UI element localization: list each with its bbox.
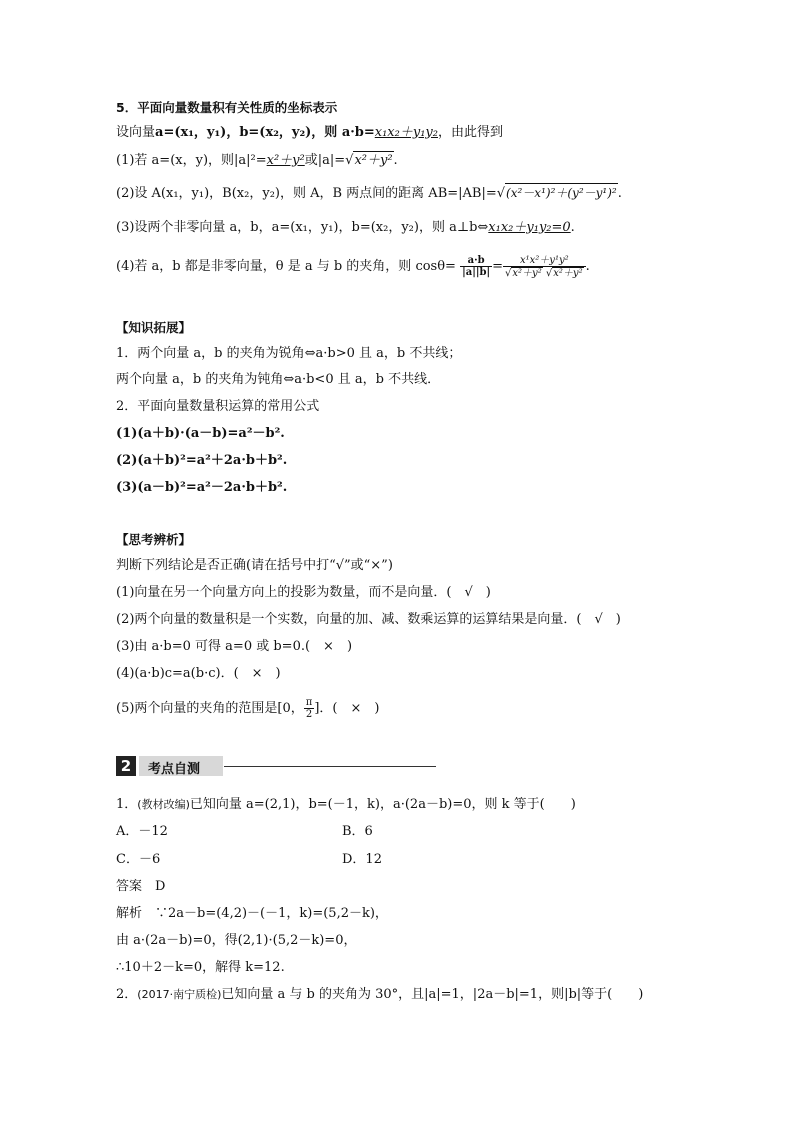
section-title: 考点自测 [148, 762, 201, 777]
sec5-intro-post: ，由此得到 [437, 125, 503, 140]
solution-line1: 解析 ∵2a－b=(4,2)－(－1，k)=(5,2－k)， [116, 906, 388, 921]
option-a: A．－12 [116, 824, 168, 839]
option-c: C．－6 [116, 852, 161, 867]
think-q1: (1)向量在另一个向量方向上的投影为数量，而不是向量．( √ ) [116, 585, 491, 600]
section5-title: 5．平面向量数量积有关性质的坐标表示 [116, 100, 338, 115]
think-q3: (3)由 a·b=0 可得 a=0 或 b=0.( × ) [116, 639, 353, 654]
think-q2: (2)两个向量的数量积是一个实数，向量的加、减、数乘运算的运算结果是向量．( √ ) [116, 612, 621, 627]
problem2-source-tag: (2017·南宁质检) [137, 988, 222, 1001]
prop3-answer: x₁x₂＋y₁y₂=0 [488, 220, 571, 235]
problem2-text: 已知向量 a 与 b 的夹角为 30°，且|a|=1，|2a－b|=1，则|b|等于( ) [221, 987, 644, 1002]
problem1-source-tag: (教材改编) [137, 798, 190, 811]
prop4-fraction2 [503, 255, 586, 279]
frac2-den-b: x²＋y² [553, 267, 583, 279]
sec5-intro-answer: x₁x₂＋y₁y₂ [374, 125, 438, 140]
sqrt-sign [345, 153, 353, 168]
prop2-pre: (2)设 A(x₁，y₁)，B(x₂，y₂)，则 A，B 两点间的距离 AB=|AB|= [116, 186, 497, 201]
think-q5 [116, 692, 379, 726]
q5-den: 2 [305, 709, 313, 720]
section-number-badge: 2 [116, 756, 136, 776]
prop1-pre: (1)若 a=(x，y)，则|a|²= [116, 153, 267, 168]
sec5-prop1: (1)若 a=(x，y)，则|a|²=x²＋y²或|a|=√ x²＋y². [116, 151, 398, 170]
ext-line3: 2．平面向量数量积运算的常用公式 [116, 399, 320, 414]
option-b: B．6 [342, 824, 373, 839]
frac1-den: |a||b| [462, 267, 491, 278]
prop1-mid: 或|a|= [304, 153, 346, 168]
prop3-pre: (3)设两个非零向量 a，b，a=(x₁，y₁)，b=(x₂，y₂)，则 a⊥b⇔ [116, 220, 489, 235]
frac2-den-a: x²＋y² [512, 267, 542, 279]
ext-formula2: (2)(a＋b)²=a²＋2a·b＋b². [116, 453, 288, 468]
think-q4: (4)(a·b)c=a(b·c)．( × ) [116, 666, 281, 681]
ext-formula3: (3)(a－b)²=a²－2a·b＋b². [116, 480, 288, 495]
sec5-intro [116, 124, 503, 142]
q5-fraction [304, 697, 315, 720]
sec5-prop2: (2)设 A(x₁，y₁)，B(x₂，y₂)，则 A，B 两点间的距离 AB=|AB|=√ (x²－x¹)²＋(y²－y¹)². [116, 183, 622, 203]
extension-title: 【知识拓展】 [116, 320, 192, 335]
sqrt-sign [497, 186, 505, 201]
sec5-prop3: (3)设两个非零向量 a，b，a=(x₁，y₁)，b=(x₂，y₂)，则 a⊥b⇔x₁x₂＋y₁y₂=0. [116, 220, 575, 235]
q5-pre: (5)两个向量的夹角的范围是[0， [116, 701, 304, 716]
problem2-stem [116, 986, 643, 1004]
think-title: 【思考辨析】 [116, 532, 192, 547]
problem1-number: 1． [116, 797, 138, 812]
frac1-num: a·b [460, 255, 492, 267]
sec5-intro-pre: 设向量 [116, 125, 156, 140]
problem1-stem [116, 796, 576, 814]
sec5-prop4: (4)若 a，b 都是非零向量，θ 是 a 与 b 的夹角，则 cosθ= $\frac{a\cdot b}{|a||b|}$ = x¹x²＋y¹y² √ x²＋y² √ x²＋y² . [116, 250, 590, 284]
solution-line3: ∴10＋2－k=0，解得 k=12. [116, 960, 285, 975]
prop4-fraction1 [460, 255, 492, 278]
problem2-number: 2． [116, 987, 138, 1002]
prop1-answer1: x²＋y² [266, 153, 305, 168]
ext-line2: 两个向量 a，b 的夹角为钝角⇔a·b<0 且 a，b 不共线． [116, 372, 441, 387]
q5-num: π [305, 697, 313, 708]
section-divider [224, 766, 436, 767]
sec5-intro-eq: a=(x₁，y₁)，b=(x₂，y₂)，则 a·b= [155, 125, 375, 140]
prop2-answer: (x²－x¹)²＋(y²－y¹)² [505, 183, 618, 202]
problem1-answer: 答案 D [116, 879, 166, 894]
solution-line2: 由 a·(2a－b)=0，得(2,1)·(5,2－k)=0， [116, 933, 357, 948]
q5-post: ]．( × ) [314, 701, 380, 716]
prop1-answer2: x²＋y² [354, 153, 393, 168]
think-intro: 判断下列结论是否正确(请在括号中打“√”或“×”) [116, 558, 393, 573]
ext-line1: 1．两个向量 a，b 的夹角为锐角⇔a·b>0 且 a，b 不共线； [116, 346, 462, 361]
option-d: D．12 [342, 852, 382, 867]
ext-formula1: (1)(a＋b)·(a－b)=a²－b². [116, 426, 285, 441]
problem1-text: 已知向量 a=(2,1)，b=(－1，k)，a·(2a－b)=0，则 k 等于( ) [189, 797, 576, 812]
prop4-pre: (4)若 a，b 都是非零向量，θ 是 a 与 b 的夹角，则 cosθ= [116, 259, 456, 274]
frac2-num: x¹x²＋y¹y² [503, 255, 586, 267]
